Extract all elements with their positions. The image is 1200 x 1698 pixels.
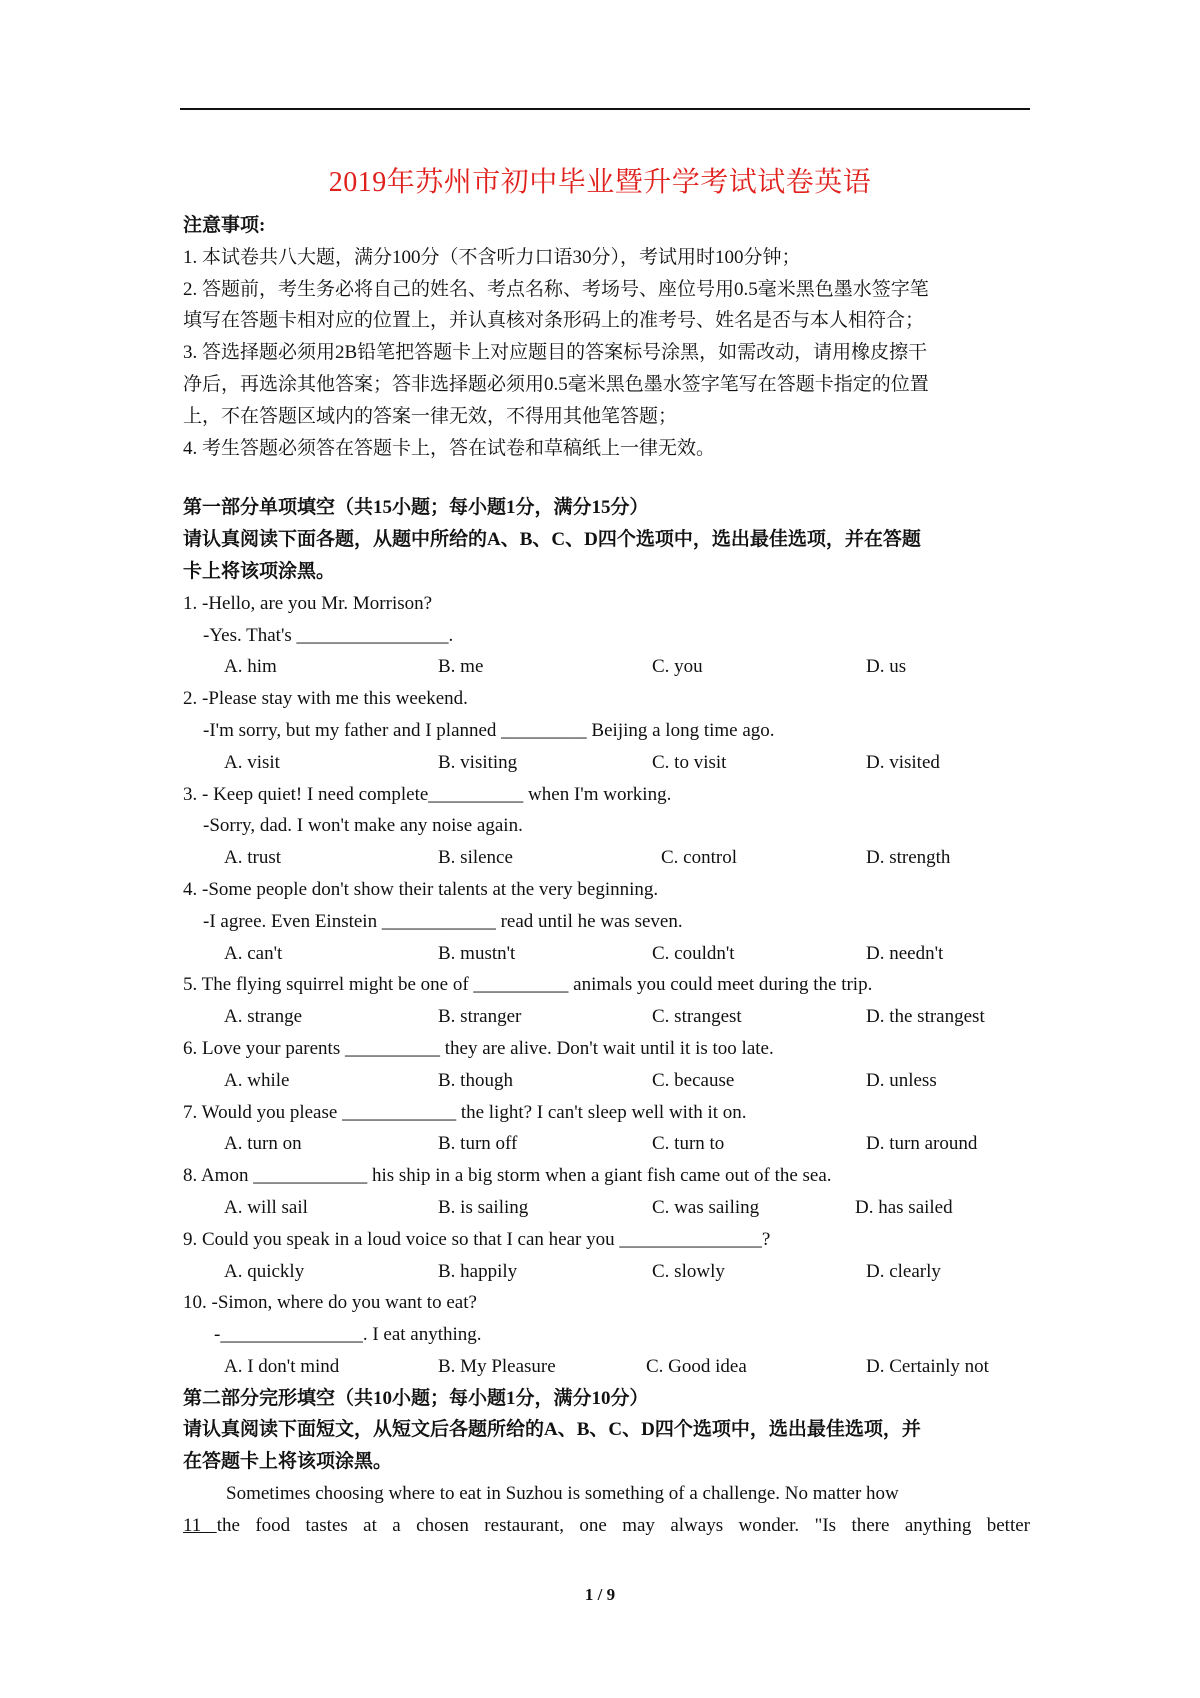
option-a: A. him (224, 656, 277, 678)
notes-heading: 注意事项: (183, 215, 266, 236)
question-stem: 4. -Some people don't show their talents at the very beginning. (183, 878, 659, 900)
question-stem: 2. -Please stay with me this weekend. (183, 688, 468, 710)
question-options (183, 1351, 1030, 1383)
option-c: C. was sailing (652, 1196, 760, 1218)
question-stem: 8. Amon ____________ his ship in a big storm when a giant fish came out of the sea. (183, 1165, 832, 1187)
option-a: A. quickly (224, 1260, 305, 1282)
option-b: B. silence (438, 847, 513, 869)
option-b: B. happily (438, 1260, 518, 1282)
option-d: D. turn around (866, 1133, 978, 1155)
page-number: 1 / 9 (584, 1585, 616, 1604)
question-options (183, 938, 1030, 970)
option-b: B. me (438, 656, 484, 678)
question-options (183, 842, 1030, 874)
page-title: 2019年苏州市初中毕业暨升学考试试卷英语 (328, 167, 872, 198)
exam-content (183, 210, 1030, 1542)
option-d: D. unless (866, 1069, 937, 1091)
part2-heading: 第二部分完形填空（共10小题；每小题1分，满分10分） (183, 1387, 649, 1409)
option-a: A. strange (224, 1006, 303, 1028)
option-a: A. will sail (224, 1196, 308, 1218)
question-options (183, 1192, 1030, 1224)
question-stem: 6. Love your parents __________ they are alive. Don't wait until it is too late. (183, 1037, 774, 1059)
option-a: A. can't (224, 942, 283, 964)
question-response: -Sorry, dad. I won't make any noise again. (203, 815, 523, 837)
passage-line: Sometimes choosing where to eat in Suzhou is something of a challenge. No matter how (226, 1483, 899, 1505)
option-b: B. though (438, 1069, 513, 1091)
question-response: -Yes. That's ________________. (203, 624, 454, 646)
question-stem: 10. -Simon, where do you want to eat? (183, 1292, 477, 1314)
option-b: B. turn off (438, 1133, 518, 1155)
part2-instruction: 在答题卡上将该项涂黑。 (183, 1451, 393, 1473)
option-d: D. visited (866, 751, 940, 773)
option-c: C. strangest (652, 1006, 742, 1028)
option-a: A. I don't mind (224, 1355, 340, 1377)
option-a: A. trust (224, 847, 281, 869)
notes-line: 4. 考生答题必须答在答题卡上，答在试卷和草稿纸上一律无效。 (183, 437, 716, 459)
question-stem: 5. The flying squirrel might be one of __________ animals you could meet during the trip. (183, 974, 873, 996)
option-d: D. Certainly not (866, 1355, 989, 1377)
option-a: A. while (224, 1069, 290, 1091)
part1-instruction: 卡上将该项涂黑。 (183, 560, 336, 582)
cloze-blank-11: 11 (183, 1514, 217, 1536)
notes-line: 净后，再选涂其他答案；答非选择题必须用0.5毫米黑色墨水签字笔写在答题卡指定的位置 (183, 373, 929, 395)
question-options (183, 1128, 1030, 1160)
option-c: C. control (661, 847, 737, 869)
section-gap (183, 464, 1030, 492)
notes-line: 填写在答题卡相对应的位置上，并认真核对条形码上的准考号、姓名是否与本人相符合； (183, 310, 925, 332)
option-a: A. turn on (224, 1133, 302, 1155)
notes-line: 3. 答选择题必须用2B铅笔把答题卡上对应题目的答案标号涂黑，如需改动，请用橡皮擦干 (183, 342, 928, 364)
option-d: D. strength (866, 847, 951, 869)
header-rule (180, 108, 1030, 110)
option-c: C. slowly (652, 1260, 725, 1282)
option-c: C. couldn't (652, 942, 735, 964)
passage-line (183, 1510, 1030, 1542)
question-options (183, 747, 1030, 779)
option-b: B. is sailing (438, 1196, 529, 1218)
notes-line: 2. 答题前，考生务必将自己的姓名、考点名称、考场号、座位号用0.5毫米黑色墨水签字笔 (183, 278, 929, 300)
option-b: B. My Pleasure (438, 1355, 556, 1377)
option-c: C. because (652, 1069, 735, 1091)
notes-line: 1. 本试卷共八大题，满分100分（不含听力口语30分），考试用时100分钟； (183, 246, 801, 268)
question-response: -_______________. I eat anything. (214, 1324, 482, 1346)
question-stem: 1. -Hello, are you Mr. Morrison? (183, 592, 433, 614)
part1-heading: 第一部分单项填空（共15小题；每小题1分，满分15分） (183, 497, 649, 519)
question-stem: 9. Could you speak in a loud voice so that I can hear you _______________? (183, 1228, 771, 1250)
question-options (183, 1001, 1030, 1033)
option-c: C. to visit (652, 751, 727, 773)
option-b: B. stranger (438, 1006, 522, 1028)
part2-instruction: 请认真阅读下面短文，从短文后各题所给的A、B、C、D四个选项中，选出最佳选项，并 (183, 1419, 921, 1441)
option-d: D. clearly (866, 1260, 941, 1282)
question-response: -I agree. Even Einstein ____________ read until he was seven. (203, 910, 683, 932)
option-b: B. visiting (438, 751, 518, 773)
passage-text: the food tastes at a chosen restaurant, one may always wonder. "Is there anything better (216, 1514, 1030, 1536)
option-b: B. mustn't (438, 942, 516, 964)
option-a: A. visit (224, 751, 280, 773)
option-d: D. needn't (866, 942, 944, 964)
question-stem: 7. Would you please ____________ the light? I can't sleep well with it on. (183, 1101, 747, 1123)
question-response: -I'm sorry, but my father and I planned _________ Beijing a long time ago. (203, 719, 775, 741)
question-options (183, 1256, 1030, 1288)
option-c: C. Good idea (646, 1355, 747, 1377)
question-options (183, 1065, 1030, 1097)
question-options (183, 651, 1030, 683)
option-c: C. turn to (652, 1133, 725, 1155)
option-d: D. the strangest (866, 1006, 985, 1028)
option-c: C. you (652, 656, 703, 678)
option-d: D. us (866, 656, 907, 678)
option-d: D. has sailed (855, 1196, 953, 1218)
question-stem: 3. - Keep quiet! I need complete__________ when I'm working. (183, 783, 672, 805)
notes-line: 上，不在答题区域内的答案一律无效，不得用其他笔答题； (183, 405, 678, 427)
part1-instruction: 请认真阅读下面各题，从题中所给的A、B、C、D四个选项中，选出最佳选项，并在答题 (183, 529, 921, 551)
